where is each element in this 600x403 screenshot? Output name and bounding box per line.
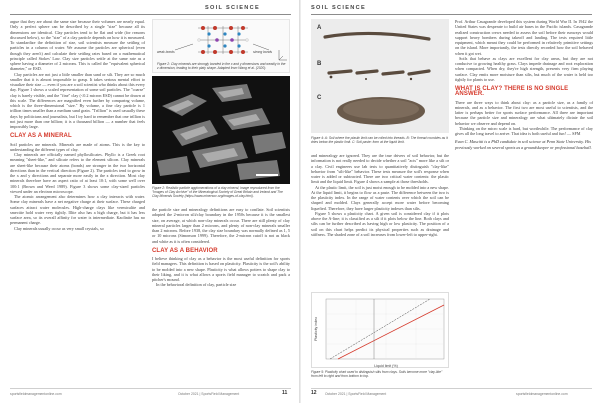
paragraph: Clay particles are not just a little smaller than sand or silt. They are so much smaller that it is almost impossible to grasp. It takes serious mental effort to visualize their size — even if you are a soil scientist who thinks about this every day. Figure 1 shows a scaled representation of some soil particles. The "coarse" clay is barely visible, and the "fine" clay (<0.2 micron ESD) cannot be drawn at this scale. The differences are magnified even further by comparing volume, which is the three-dimensional "size." By volume, a fine clay particle is 1 trillion times smaller than a medium sand grain. "Trillion" is used casually these days by politicians and journalists, but I try hard to remember that one trillion is not just more than one billion; it is a thousand billion — a number that feels impossibly large.	[10, 71, 145, 129]
y-axis-label: Plasticity index	[314, 317, 318, 341]
article-column-1	[10, 19, 145, 231]
footer-issue: October 2021 | SportsField Management	[325, 392, 387, 396]
plasticity-chart-graphic	[312, 293, 450, 369]
svg-text:A: A	[317, 25, 322, 31]
paragraph: The atomic arrangement also determines how a clay interacts with water. Some clay minerals have a net negative charge at their surface. These charged surfaces attract water molecules. High-charge clays like vermiculite and smectite hold water very tightly. Illite also has a high charge, but it has less surface area, so its overall affinity for water is intermediate. Kaolinite has no permanent charge.	[10, 194, 145, 226]
footer-rule	[10, 388, 291, 389]
figure-caption: Figure 5: Plasticity chart used to distinguish silts from clays. Soils become more "clay-like" from left to right and from bottom to top.	[311, 370, 443, 379]
article-column-2	[455, 19, 593, 150]
label-weak-bonds: weak bonds	[157, 50, 175, 54]
paragraph: There are three ways to think about clay: as a particle size, as a family of minerals, and as a behavior. The first two are most useful to scientists, and the latter is perhaps better for sports surface performance. All three are important because the particle size and mineralogy are what ultimately dictate the soil behavior we observe and depend on.	[455, 99, 593, 126]
paragraph: argue that they are about the same size because their volumes are nearly equal. Only a perfect sphere can be described by a single "size" because all its dimensions are identical. Clay particles tend to be flat and wide (for reasons discussed below), so the "size" of a clay particle depends on how it is measured. To standardize the definition of size, soil scientists measure the settling of particles in a column of water. We assume the particles are spherical (even though they aren't) and calculate their settling rates based on a mathematical principle called Stokes' Law. Clay size particles settle at the same rate as a sphere having a diameter of 2 microns. This is called the "equivalent spherical diameter," or ESD.	[10, 19, 145, 72]
section-heading: CLAY AS A BEHAVIOR	[152, 247, 218, 254]
author-bio-text: Evan C. Mascitti is a PhD candidate in soil science at Penn State University. His previously worked on several sports as a groundskeeper or professional baseball.	[455, 139, 592, 150]
page-number: 11	[282, 390, 288, 396]
label-strong-bonds: strong bonds	[253, 50, 273, 54]
figure-caption: Figure 4: A: Soil where the plastic limit can be rolled into threads. B: The thread crumbles as it dries below the plastic limit. C: Soil paste: form at the liquid limit.	[311, 136, 448, 145]
article-column-2	[152, 207, 290, 288]
footer-rule	[311, 388, 592, 389]
figure-caption: Figure 2: Clay minerals are strongly bonded in the x and y dimensions and weakly in the z dimension, leading to their platy shape. Adapted from Wang et al. (2020).	[157, 62, 286, 71]
paragraph: In the behavioral definition of clay, particle size	[156, 282, 237, 288]
page-11	[0, 0, 299, 403]
electron-micrograph-image	[152, 76, 290, 184]
paragraph: and mineralogy are ignored. They are the true drivers of soil behavior, but the information is not really needed to decide whether a soil "acts" more like a silt or a clay. Civil engineers use lab tests to quantitatively distinguish "clay-like" behavior from "silt-like" behavior. These tests measure the soil's response when water is added or subtracted. There are two critical water contents: the plastic limit and the liquid limit. Figure 4 shows a sample at those thresholds.	[311, 153, 449, 185]
figure-caption: Figure 2: Realistic particle agglomerations of a clay mineral, image reproduced from the "Images of Clay Archive" of the Mineralogical Society of Great Britain and Ireland and The Clay Minerals Society (https://www.minersoc.org/images-of-clay.html).	[152, 186, 283, 199]
section-label: SOIL SCIENCE	[205, 5, 260, 11]
micrograph-texture	[152, 76, 290, 184]
paragraph: Prof. Arthur Casagrande developed this system during World War II. In 1942 the United States was desperate to build air bases in the Pacific islands. Casagrande realized construction crews needed to assess the soil before their runways would support heavy bombers during takeoff and landing. The tests required little equipment, which meant they could be performed in relatively primitive settings on the island. More importantly, the tests directly recorded how the soil behaved when it got wet.	[455, 19, 593, 56]
soil-threads-photo	[311, 19, 449, 133]
svg-text:C: C	[317, 95, 322, 101]
section-label: SOIL SCIENCE	[311, 5, 366, 11]
crystal-structure-illustration	[153, 20, 291, 64]
paragraph: Figure 5 shows a plasticity chart. A given soil is considered clay if it plots above the A-line; it is classified as a silt if it plots below the line. Both clays and silts can be further described as having high or low plasticity. The position of a soil on this chart helps predict its physical properties such as drainage and stiffness. The shaded zone of a soil increases from lower-left to upper-right.	[311, 210, 449, 237]
crystal-structure-figure	[152, 19, 290, 73]
footer-url[interactable]: sportsfieldmanagementonline.com	[10, 392, 62, 396]
paragraph: Soil particles are minerals. Minerals are made of atoms. This is the key to understanding the different types of clay.	[10, 141, 145, 152]
x-axis-label: Liquid limit (%)	[374, 364, 398, 368]
section-heading: WHAT IS CLAY? THERE IS NO SINGLE ANSWER.	[455, 86, 569, 98]
paragraph: At the plastic limit, the soil is just moist enough to be molded into a new shape. At the liquid limit, it begins to flow as a paste. The difference between the two is the plasticity index. In the range of water contents over which the soil can be shaped and molded. Clays generally accept more water before becoming liquefied. Therefore, they have larger plasticity indexes than silts.	[311, 184, 449, 211]
author-bio	[455, 139, 593, 150]
soil-threads-illustration	[311, 19, 449, 133]
paragraph: Thinking on the micro scale is hard, but worthwhile. The performance of clay gives all the long travel to arrive. That idea is both useful and fun! — SFM	[455, 125, 593, 136]
svg-text:B: B	[317, 61, 322, 67]
paragraph: the particle size and mineralogy definitions are easy to conflate. Soil scientists adopted the 2-micron sili/clay boundary in the 1950s because it is the smallest size, on average, at which non-clay minerals occur. There are still plenty of clay mineral particles larger than 2 microns, and plenty of non-clay minerals smaller than 2 microns. Before 1938, the clay size boundary was normally defined as 1, 5 or 10 microns (Simonson 1999). Therefore, the 2-micron cutoff is not as black and white as it is often considered.	[152, 207, 290, 244]
header-rule	[311, 14, 592, 15]
header-rule	[10, 14, 291, 15]
paragraph: Clay minerals usually occur as very small crystals, so	[14, 225, 104, 231]
paragraph: Clay minerals are officially named phyllosilicates. Phyllo is a Greek root meaning "sheet-like," and silicate refers to the element silicon. Clay minerals are sheet-like because their atoms (bonds) are stronger in the two horizontal directions than in the vertical direction (Figure 2). The particles tend to grow in the x and y directions and separate more easily in the z direction. Most clay minerals therefore have an aspect ratio of at least 10:1, with some well over 100:1 (Brown and Weed 1989). Figure 3 shows some clay-sized particles viewed under an electron microscope.	[10, 152, 145, 194]
section-heading: CLAY AS A MINERAL	[10, 133, 72, 140]
footer-issue: October 2021 | SportsField Management	[178, 392, 240, 396]
page-12	[301, 0, 600, 403]
paragraph: Soils that behave as clays are excellent for clay areas, but they are not conducive to growing healthy grass. Clays impede drainage and root exploration when compacted. When dry, they're high strength, presents very firm playing surface. Clay emits more moisture than silts, but much of the water is held too tightly for plants to use.	[455, 55, 593, 82]
plasticity-chart	[311, 292, 449, 368]
paragraph: I believe thinking of clay as a behavior is the most useful definition for sports field managers. This definition is based on plasticity. Plasticity is the soil's ability to be molded into a new shape. Plasticity is what allows potters to shape clay to their liking, and it is what allows a sports field manager to scratch and pack a pitcher's mound.	[152, 256, 290, 282]
footer-url[interactable]: sportsfieldmanagementonline.com	[516, 392, 568, 396]
article-column-1	[311, 153, 449, 237]
page-number: 12	[311, 390, 317, 396]
